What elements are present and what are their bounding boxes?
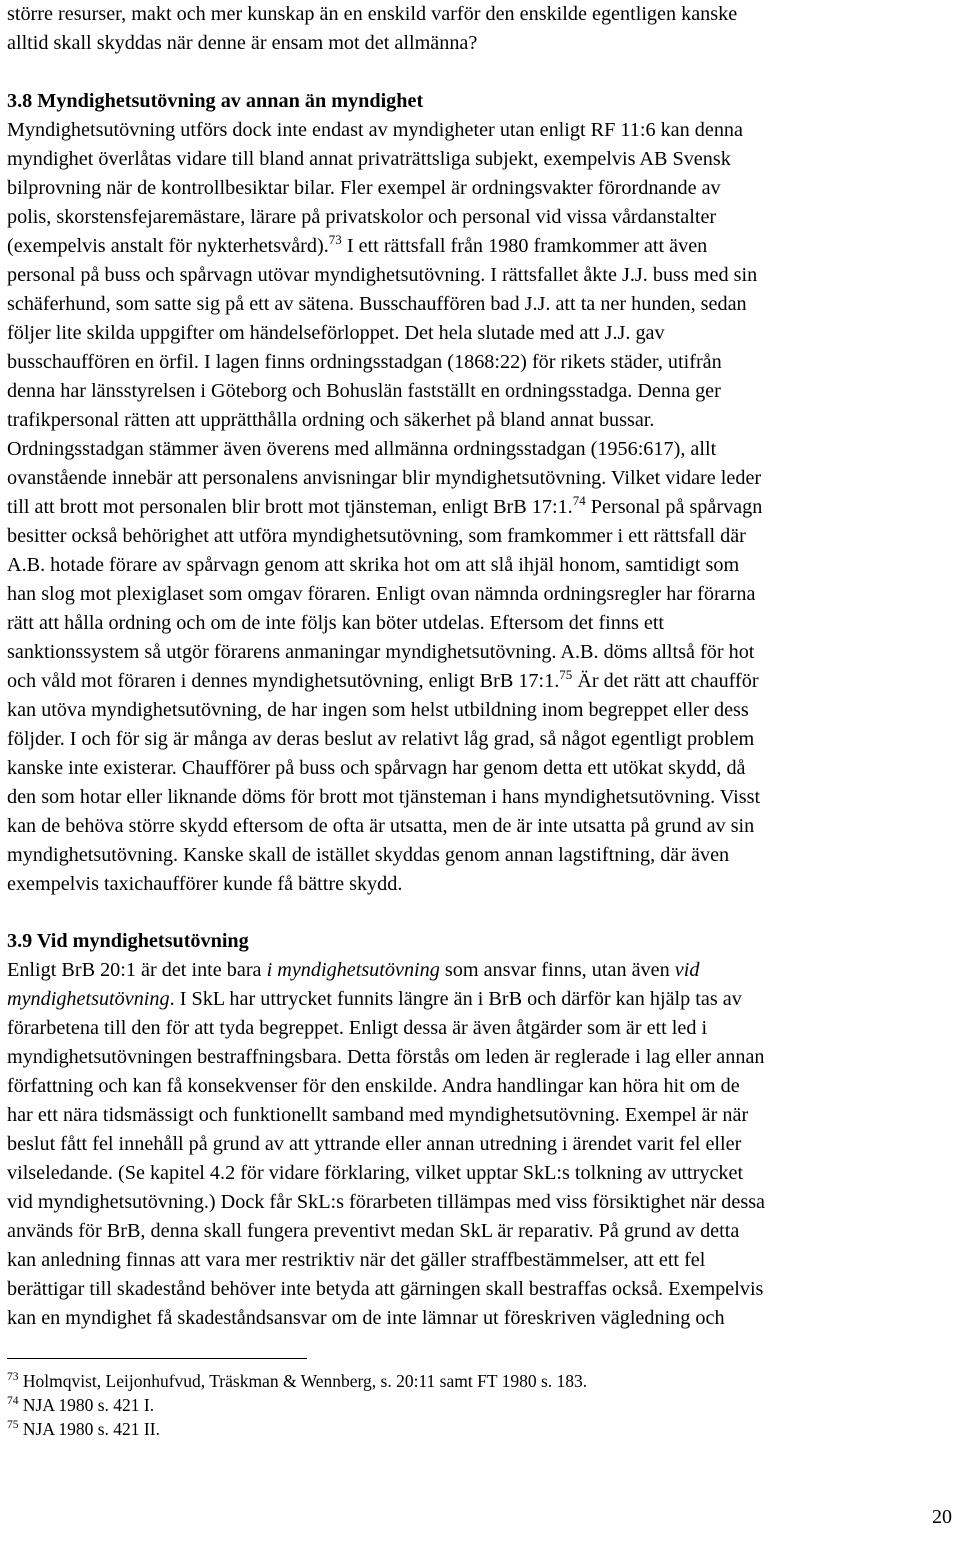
footnote xyxy=(7,1418,160,1443)
text-run: schäferhund, som satte sig på ett av sätena. Busschauffören bad J.J. att ta ner hunden, sedan xyxy=(7,293,747,315)
text-run: kan utöva myndighetsutövning, de har ingen som helst utbildning inom begreppet eller dess xyxy=(7,699,749,721)
italic-term: i myndighetsutövning xyxy=(266,959,440,981)
body-line: större resurser, makt och mer kunskap än en enskild varför den enskilde egentligen kanske xyxy=(7,3,738,25)
footnote-number: 73 xyxy=(7,1371,19,1383)
text-run: busschauffören en örfil. I lagen finns ordningsstadgan (1868:22) för rikets städer, utifrån xyxy=(7,351,722,373)
text-run: A.B. hotade förare av spårvagn genom att skrika hot om att slå ihjäl honom, samtidigt som xyxy=(7,554,740,576)
text-run: denna har länsstyrelsen i Göteborg och Bohuslän fastställt en ordningsstadga. Denna ger xyxy=(7,380,721,402)
body-line: kan anledning finnas att vara mer restriktiv när det gäller straffbestämmelser, att ett fel xyxy=(7,1249,706,1271)
body-line xyxy=(7,406,654,435)
text-run: trafikpersonal rätten att upprätthålla ordning och säkerhet på bland annat bussar. xyxy=(7,409,655,431)
body-line xyxy=(7,261,757,290)
body-line: beslut fått fel innehåll på grund av att yttrande eller annan utredning i ärendet varit fel eller xyxy=(7,1133,742,1155)
text-run: kanske inte existerar. Chaufförer på buss och spårvagn har genom detta ett utökat skydd, då xyxy=(7,757,746,779)
text-run: och våld mot föraren i dennes myndighetsutövning, enligt BrB 17:1. xyxy=(7,670,560,692)
text-run: Myndighetsutövning utförs dock inte endast av myndigheter utan enligt RF 11:6 kan denna xyxy=(7,119,743,141)
body-line xyxy=(7,145,731,174)
text-run: Är det rätt att chaufför xyxy=(572,670,759,692)
text-run: (exempelvis anstalt för nykterhetsvård). xyxy=(7,235,329,257)
italic-term: vid xyxy=(674,959,700,981)
body-line xyxy=(7,667,759,697)
italic-term: myndighetsutövning xyxy=(7,988,170,1010)
body-line xyxy=(7,116,743,145)
text-run: Enligt BrB 20:1 är det inte bara xyxy=(7,959,267,981)
body-line xyxy=(7,783,760,812)
text-run: rätt att hålla ordning och om de inte följs kan böter utdelas. Eftersom det finns ett xyxy=(7,612,665,634)
section-heading-3-8: 3.8 Myndighetsutövning av annan än myndighet xyxy=(7,90,424,112)
text-run: personal på buss och spårvagn utövar myndighetsutövning. I rättsfallet åkte J.J. buss med sin xyxy=(7,264,758,286)
text-run: besitter också behörighet att utföra myndighetsutövning, som framkommer i ett rättsfall där xyxy=(7,525,746,547)
page-number: 20 xyxy=(932,1506,952,1528)
text-run: . I SkL har uttrycket funnits längre än i BrB och därför kan hjälp tas av xyxy=(169,988,742,1010)
footnote-text: Holmqvist, Leijonhufvud, Träskman & Wennberg, s. 20:11 samt FT 1980 s. 183. xyxy=(18,1371,588,1391)
footnote-ref[interactable]: 74 xyxy=(572,493,586,508)
body-line: kan en myndighet få skadeståndsansvar om de inte lämnar ut föreskriven vägledning och xyxy=(7,1307,725,1329)
body-line xyxy=(7,174,721,203)
body-line xyxy=(7,696,749,725)
text-run: exempelvis taxichaufförer kunde få bättre skydd. xyxy=(7,873,403,895)
text-run: Ordningsstadgan stämmer även överens med allmänna ordningsstadgan (1956:617), allt xyxy=(7,438,717,460)
body-line xyxy=(7,232,707,262)
text-run: myndighetsutövning. Kanske skall de istället skyddas genom annan lagstiftning, där även xyxy=(7,844,730,866)
text-run: I ett rättsfall från 1980 framkommer att även xyxy=(341,235,708,257)
section-heading-3-9: 3.9 Vid myndighetsutövning xyxy=(7,930,249,952)
body-line xyxy=(7,319,665,348)
text-run: följer lite skilda uppgifter om händelseförloppet. Det hela slutade med att J.J. gav xyxy=(7,322,665,344)
body-line xyxy=(7,203,716,232)
footnote xyxy=(7,1370,587,1395)
body-line: används för BrB, denna skall fungera preventivt medan SkL är reparativ. På grund av detta xyxy=(7,1220,740,1242)
body-line: författning och kan få konsekvenser för den enskilde. Andra handlingar kan höra hit om de xyxy=(7,1075,740,1097)
text-run: bilprovning när de kontrollbesiktar bilar. Fler exempel är ordningsvakter förordnande av xyxy=(7,177,721,199)
body-line xyxy=(7,870,402,899)
body-line xyxy=(7,348,722,377)
text-run: följder. I och för sig är många av deras beslut av relativt låg grad, så något egentligt problem xyxy=(7,728,755,750)
text-run: Personal på spårvagn xyxy=(585,496,763,518)
body-line xyxy=(7,638,754,667)
footnote-divider xyxy=(7,1358,307,1359)
footnote-text: NJA 1980 s. 421 I. xyxy=(18,1395,155,1415)
body-line: förarbetena till den för att tyda begreppet. Enligt dessa är även åtgärder som är ett led i xyxy=(7,1017,708,1039)
text-run: kan de behöva större skydd eftersom de ofta är utsatta, men de är inte utsatta på grund av sin xyxy=(7,815,755,837)
body-line xyxy=(7,464,761,493)
footnote-number: 75 xyxy=(7,1419,19,1431)
body-line xyxy=(7,290,747,319)
text-run: myndighet överlåtas vidare till bland annat privaträttsliga subjekt, exempelvis AB Svensk xyxy=(7,148,731,170)
text-run: sanktionssystem så utgör förarens anmaningar myndighetsutövning. A.B. döms alltså för hot xyxy=(7,641,755,663)
body-line: vid myndighetsutövning.) Dock får SkL:s förarbeten tillämpas med viss försiktighet när dessa xyxy=(7,1191,766,1213)
text-run: den som hotar eller liknande döms för brott mot tjänsteman i hans myndighetsutövning. Visst xyxy=(7,786,761,808)
footnote-number: 74 xyxy=(7,1395,19,1407)
body-line xyxy=(7,435,716,464)
body-line xyxy=(7,522,746,551)
footnote-ref[interactable]: 73 xyxy=(328,232,342,247)
body-line xyxy=(7,580,755,609)
footnote xyxy=(7,1394,154,1419)
text-run: polis, skorstensfejaremästare, lärare på privatskolor och personal vid vissa vårdanstalter xyxy=(7,206,717,228)
body-line xyxy=(7,377,721,406)
text-run: han slog mot plexiglaset som omgav föraren. Enligt ovan nämnda ordningsregler har förarna xyxy=(7,583,756,605)
body-line xyxy=(7,551,739,580)
body-line xyxy=(7,812,754,841)
body-line xyxy=(7,609,664,638)
body-line: vilseledande. (Se kapitel 4.2 för vidare förklaring, vilket upptar SkL:s tolkning av uttrycket xyxy=(7,1162,744,1184)
body-line xyxy=(7,754,746,783)
body-line xyxy=(7,725,754,754)
footnote-text: NJA 1980 s. 421 II. xyxy=(18,1419,160,1439)
body-line: myndighetsutövningen bestraffningsbara. Detta förstås om leden är reglerade i lag eller annan xyxy=(7,1046,765,1068)
footnote-ref[interactable]: 75 xyxy=(559,667,573,682)
text-run: till att brott mot personalen blir brott mot tjänsteman, enligt BrB 17:1. xyxy=(7,496,573,518)
body-line: har ett nära tidsmässigt och funktionellt samband med myndighetsutövning. Exempel är när xyxy=(7,1104,749,1126)
body-line xyxy=(7,493,762,523)
body-line xyxy=(7,841,729,870)
body-line: berättigar till skadestånd behöver inte betyda att gärningen skall bestraffas också. Exempelvis xyxy=(7,1278,764,1300)
body-line xyxy=(7,956,699,985)
body-line xyxy=(7,985,742,1014)
body-line: alltid skall skyddas när denne är ensam mot det allmänna? xyxy=(7,32,478,54)
text-run: ovanstående innebär att personalens anvisningar blir myndighetsutövning. Vilket vidare leder xyxy=(7,467,762,489)
text-run: som ansvar finns, utan även xyxy=(439,959,675,981)
